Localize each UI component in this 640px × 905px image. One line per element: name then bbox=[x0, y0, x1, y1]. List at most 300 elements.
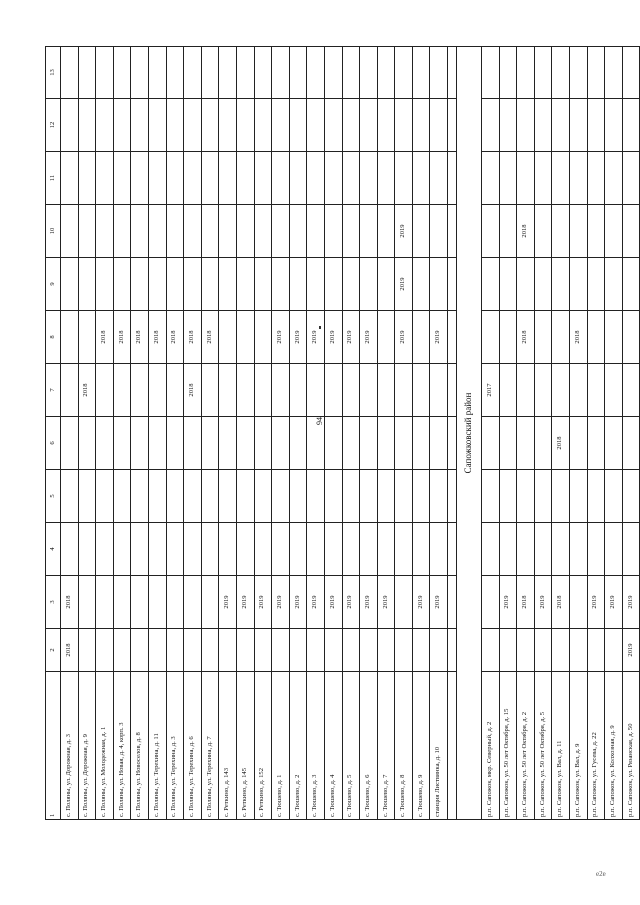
address-cell: с. Реткино, д. 145 bbox=[236, 672, 254, 820]
year-cell-col9 bbox=[289, 258, 307, 311]
year-cell-col12 bbox=[148, 99, 166, 152]
year-cell-col5 bbox=[131, 470, 149, 523]
year-cell-col7 bbox=[131, 364, 149, 417]
year-cell-col13 bbox=[552, 47, 570, 99]
address-cell: р.п. Сапожок, ул. 50 лет Октября, д. 2 bbox=[517, 672, 535, 820]
year-cell-col13 bbox=[430, 47, 448, 99]
year-cell-col3: 2019 bbox=[430, 576, 448, 629]
table-row bbox=[605, 47, 623, 820]
year-cell-col4 bbox=[184, 523, 202, 576]
year-cell-col9: 2019 bbox=[395, 258, 413, 311]
year-cell-col7 bbox=[166, 364, 184, 417]
year-cell-col2 bbox=[78, 629, 96, 672]
year-cell-col11 bbox=[61, 152, 79, 205]
year-cell-col13 bbox=[342, 47, 360, 99]
year-cell-col13 bbox=[96, 47, 114, 99]
year-cell-col12 bbox=[412, 99, 430, 152]
year-cell-col8 bbox=[552, 311, 570, 364]
year-cell-col9 bbox=[166, 258, 184, 311]
year-cell-col6 bbox=[570, 417, 588, 470]
spacer-cell bbox=[448, 99, 457, 152]
year-cell-col13 bbox=[254, 47, 272, 99]
year-cell-col4 bbox=[342, 523, 360, 576]
year-cell-col3: 2019 bbox=[342, 576, 360, 629]
year-cell-col7 bbox=[587, 364, 605, 417]
spacer-cell bbox=[448, 258, 457, 311]
year-cell-col2: 2018 bbox=[61, 629, 79, 672]
table-row bbox=[131, 47, 149, 820]
address-cell: р.п. Сапожок, ул. Вал, д. 11 bbox=[552, 672, 570, 820]
year-cell-col6: 2018 bbox=[552, 417, 570, 470]
year-cell-col7: 2018 bbox=[78, 364, 96, 417]
year-cell-col13 bbox=[517, 47, 535, 99]
year-cell-col4 bbox=[360, 523, 378, 576]
year-cell-col4 bbox=[61, 523, 79, 576]
year-cell-col9 bbox=[113, 258, 131, 311]
year-cell-col2 bbox=[430, 629, 448, 672]
year-cell-col13 bbox=[377, 47, 395, 99]
year-cell-col2 bbox=[412, 629, 430, 672]
year-cell-col4 bbox=[377, 523, 395, 576]
year-cell-col4 bbox=[430, 523, 448, 576]
year-cell-col3 bbox=[166, 576, 184, 629]
year-cell-col13 bbox=[61, 47, 79, 99]
table-body bbox=[46, 47, 640, 820]
year-cell-col8: 2018 bbox=[570, 311, 588, 364]
table-row bbox=[307, 47, 325, 820]
year-cell-col12 bbox=[430, 99, 448, 152]
year-cell-col13 bbox=[113, 47, 131, 99]
year-cell-col3: 2018 bbox=[517, 576, 535, 629]
year-cell-col6 bbox=[395, 417, 413, 470]
year-cell-col2 bbox=[499, 629, 517, 672]
year-cell-col5 bbox=[78, 470, 96, 523]
year-cell-col10 bbox=[131, 205, 149, 258]
year-cell-col10 bbox=[482, 205, 500, 258]
year-cell-col7 bbox=[324, 364, 342, 417]
year-cell-col11 bbox=[377, 152, 395, 205]
year-cell-col12 bbox=[482, 99, 500, 152]
year-cell-col3: 2019 bbox=[499, 576, 517, 629]
address-cell: с. Тюшево, д. 7 bbox=[377, 672, 395, 820]
schedule-table bbox=[45, 46, 640, 820]
year-cell-col10 bbox=[184, 205, 202, 258]
year-cell-col12 bbox=[236, 99, 254, 152]
year-cell-col3: 2019 bbox=[587, 576, 605, 629]
year-cell-col9: 9 bbox=[46, 258, 61, 311]
address-cell: р.п. Сапожок, ул. Колхозная, д. 9 bbox=[605, 672, 623, 820]
year-cell-col10 bbox=[570, 205, 588, 258]
year-cell-col6 bbox=[166, 417, 184, 470]
table-row bbox=[622, 47, 640, 820]
year-cell-col2 bbox=[534, 629, 552, 672]
year-cell-col3: 2019 bbox=[605, 576, 623, 629]
year-cell-col7 bbox=[430, 364, 448, 417]
year-cell-col2 bbox=[236, 629, 254, 672]
year-cell-col11 bbox=[605, 152, 623, 205]
year-cell-col6 bbox=[201, 417, 219, 470]
year-cell-col9 bbox=[605, 258, 623, 311]
year-cell-col6 bbox=[517, 417, 535, 470]
year-cell-col10 bbox=[360, 205, 378, 258]
year-cell-col12 bbox=[78, 99, 96, 152]
year-cell-col11 bbox=[148, 152, 166, 205]
year-cell-col12 bbox=[272, 99, 290, 152]
year-cell-col8 bbox=[499, 311, 517, 364]
year-cell-col7 bbox=[289, 364, 307, 417]
year-cell-col8: 2019 bbox=[360, 311, 378, 364]
address-cell: станция Листвянка, д. 10 bbox=[430, 672, 448, 820]
year-cell-col10 bbox=[148, 205, 166, 258]
year-cell-col2 bbox=[96, 629, 114, 672]
year-cell-col13 bbox=[78, 47, 96, 99]
year-cell-col11 bbox=[324, 152, 342, 205]
year-cell-col12 bbox=[201, 99, 219, 152]
year-cell-col8: 2019 bbox=[272, 311, 290, 364]
year-cell-col8 bbox=[236, 311, 254, 364]
year-cell-col7 bbox=[499, 364, 517, 417]
year-cell-col8 bbox=[61, 311, 79, 364]
year-cell-col9 bbox=[412, 258, 430, 311]
year-cell-col12 bbox=[360, 99, 378, 152]
region-title: Сапожковский район bbox=[457, 47, 482, 820]
year-cell-col5 bbox=[395, 470, 413, 523]
year-cell-col9 bbox=[622, 258, 640, 311]
year-cell-col3: 2019 bbox=[622, 576, 640, 629]
address-cell: с. Поляны, ул. Молодежная, д. 1 bbox=[96, 672, 114, 820]
year-cell-col10: 2019 bbox=[395, 205, 413, 258]
year-cell-col11 bbox=[342, 152, 360, 205]
year-cell-col12 bbox=[113, 99, 131, 152]
year-cell-col9 bbox=[61, 258, 79, 311]
year-cell-col3: 2019 bbox=[360, 576, 378, 629]
address-cell: с. Поляны, ул. Терехина, д. 3 bbox=[166, 672, 184, 820]
spacer-cell bbox=[448, 629, 457, 672]
year-cell-col8 bbox=[587, 311, 605, 364]
year-cell-col6 bbox=[499, 417, 517, 470]
year-cell-col3: 3 bbox=[46, 576, 61, 629]
year-cell-col8: 2018 bbox=[166, 311, 184, 364]
year-cell-col12 bbox=[499, 99, 517, 152]
year-cell-col5 bbox=[184, 470, 202, 523]
year-cell-col3: 2019 bbox=[412, 576, 430, 629]
year-cell-col6 bbox=[377, 417, 395, 470]
year-cell-col11 bbox=[254, 152, 272, 205]
year-cell-col13 bbox=[324, 47, 342, 99]
year-cell-col2 bbox=[113, 629, 131, 672]
year-cell-col11 bbox=[552, 152, 570, 205]
year-cell-col10 bbox=[324, 205, 342, 258]
year-cell-col8 bbox=[534, 311, 552, 364]
year-cell-col9 bbox=[148, 258, 166, 311]
year-cell-col7 bbox=[113, 364, 131, 417]
year-cell-col7 bbox=[377, 364, 395, 417]
year-cell-col6 bbox=[272, 417, 290, 470]
year-cell-col7 bbox=[552, 364, 570, 417]
year-cell-col6 bbox=[587, 417, 605, 470]
spacer-cell bbox=[448, 364, 457, 417]
year-cell-col10 bbox=[605, 205, 623, 258]
year-cell-col4 bbox=[236, 523, 254, 576]
year-cell-col3: 2019 bbox=[534, 576, 552, 629]
year-cell-col2 bbox=[517, 629, 535, 672]
year-cell-col4 bbox=[517, 523, 535, 576]
year-cell-col12 bbox=[184, 99, 202, 152]
year-cell-col10 bbox=[289, 205, 307, 258]
year-cell-col6 bbox=[430, 417, 448, 470]
year-cell-col12 bbox=[254, 99, 272, 152]
year-cell-col3 bbox=[148, 576, 166, 629]
year-cell-col12 bbox=[395, 99, 413, 152]
year-cell-col6 bbox=[113, 417, 131, 470]
year-cell-col2 bbox=[360, 629, 378, 672]
year-cell-col11 bbox=[412, 152, 430, 205]
year-cell-col4 bbox=[622, 523, 640, 576]
year-cell-col8 bbox=[254, 311, 272, 364]
year-cell-col7 bbox=[517, 364, 535, 417]
year-cell-col4 bbox=[307, 523, 325, 576]
address-cell: р.п. Сапожок, ул. 50 лет Октября, д. 5 bbox=[534, 672, 552, 820]
address-cell: р.п. Сапожок, мкр. Северный, д. 2 bbox=[482, 672, 500, 820]
year-cell-col5 bbox=[517, 470, 535, 523]
year-cell-col9 bbox=[517, 258, 535, 311]
year-cell-col3 bbox=[570, 576, 588, 629]
year-cell-col2 bbox=[570, 629, 588, 672]
year-cell-col5 bbox=[377, 470, 395, 523]
year-cell-col12 bbox=[622, 99, 640, 152]
year-cell-col13 bbox=[534, 47, 552, 99]
year-cell-col9 bbox=[131, 258, 149, 311]
year-cell-col10: 10 bbox=[46, 205, 61, 258]
year-cell-col6 bbox=[324, 417, 342, 470]
spacer-row bbox=[448, 47, 457, 820]
year-cell-col6 bbox=[605, 417, 623, 470]
year-cell-col8 bbox=[219, 311, 237, 364]
year-cell-col7 bbox=[570, 364, 588, 417]
table-row bbox=[377, 47, 395, 820]
year-cell-col9 bbox=[219, 258, 237, 311]
year-cell-col10 bbox=[430, 205, 448, 258]
year-cell-col4 bbox=[605, 523, 623, 576]
address-cell: с. Тюшево, д. 6 bbox=[360, 672, 378, 820]
table-row bbox=[360, 47, 378, 820]
table-row bbox=[482, 47, 500, 820]
year-cell-col6 bbox=[254, 417, 272, 470]
year-cell-col6 bbox=[148, 417, 166, 470]
year-cell-col5 bbox=[342, 470, 360, 523]
year-cell-col5 bbox=[254, 470, 272, 523]
year-cell-col6 bbox=[307, 417, 325, 470]
year-cell-col6 bbox=[342, 417, 360, 470]
year-cell-col10 bbox=[166, 205, 184, 258]
year-cell-col13 bbox=[360, 47, 378, 99]
year-cell-col11 bbox=[517, 152, 535, 205]
year-cell-col2 bbox=[587, 629, 605, 672]
spacer-cell bbox=[448, 152, 457, 205]
year-cell-col8: 2019 bbox=[342, 311, 360, 364]
year-cell-col9 bbox=[360, 258, 378, 311]
year-cell-col7 bbox=[360, 364, 378, 417]
address-cell: с. Тюшево, д. 1 bbox=[272, 672, 290, 820]
year-cell-col4 bbox=[552, 523, 570, 576]
year-cell-col7 bbox=[96, 364, 114, 417]
year-cell-col7 bbox=[307, 364, 325, 417]
year-cell-col5 bbox=[499, 470, 517, 523]
year-cell-col4 bbox=[272, 523, 290, 576]
address-cell: с. Поляны, ул. Терехина, д. 7 bbox=[201, 672, 219, 820]
year-cell-col7 bbox=[412, 364, 430, 417]
table-row bbox=[395, 47, 413, 820]
spacer-cell bbox=[448, 523, 457, 576]
year-cell-col4 bbox=[412, 523, 430, 576]
spacer-cell bbox=[448, 417, 457, 470]
year-cell-col7 bbox=[219, 364, 237, 417]
year-cell-col10 bbox=[78, 205, 96, 258]
year-cell-col10 bbox=[534, 205, 552, 258]
year-cell-col5 bbox=[360, 470, 378, 523]
year-cell-col9 bbox=[78, 258, 96, 311]
table-row bbox=[272, 47, 290, 820]
year-cell-col13 bbox=[148, 47, 166, 99]
table-row bbox=[219, 47, 237, 820]
year-cell-col7 bbox=[148, 364, 166, 417]
spacer-cell bbox=[448, 311, 457, 364]
header-row bbox=[46, 47, 61, 820]
year-cell-col4 bbox=[324, 523, 342, 576]
year-cell-col3: 2019 bbox=[324, 576, 342, 629]
year-cell-col11 bbox=[131, 152, 149, 205]
year-cell-col6 bbox=[131, 417, 149, 470]
year-cell-col7 bbox=[254, 364, 272, 417]
year-cell-col2 bbox=[377, 629, 395, 672]
address-cell: с. Тюшево, д. 8 bbox=[395, 672, 413, 820]
address-cell: р.п. Сапожок, ул. 50 лет Октября, д. 15 bbox=[499, 672, 517, 820]
footer-mark: e2e bbox=[596, 870, 606, 878]
year-cell-col12 bbox=[570, 99, 588, 152]
year-cell-col4 bbox=[113, 523, 131, 576]
spacer-cell bbox=[448, 672, 457, 820]
year-cell-col4 bbox=[96, 523, 114, 576]
year-cell-col8 bbox=[605, 311, 623, 364]
year-cell-col2 bbox=[289, 629, 307, 672]
table-row bbox=[148, 47, 166, 820]
year-cell-col12 bbox=[61, 99, 79, 152]
year-cell-col12 bbox=[96, 99, 114, 152]
year-cell-col12 bbox=[377, 99, 395, 152]
year-cell-col4 bbox=[148, 523, 166, 576]
year-cell-col9 bbox=[587, 258, 605, 311]
year-cell-col5 bbox=[219, 470, 237, 523]
table-row bbox=[534, 47, 552, 820]
year-cell-col6 bbox=[78, 417, 96, 470]
table-row bbox=[113, 47, 131, 820]
year-cell-col5 bbox=[430, 470, 448, 523]
year-cell-col7 bbox=[201, 364, 219, 417]
year-cell-col10 bbox=[254, 205, 272, 258]
table-row bbox=[552, 47, 570, 820]
year-cell-col4 bbox=[395, 523, 413, 576]
year-cell-col7 bbox=[534, 364, 552, 417]
year-cell-col11 bbox=[78, 152, 96, 205]
year-cell-col12 bbox=[605, 99, 623, 152]
table-row bbox=[96, 47, 114, 820]
year-cell-col13 bbox=[587, 47, 605, 99]
year-cell-col11 bbox=[96, 152, 114, 205]
address-cell: с. Реткино, д. 152 bbox=[254, 672, 272, 820]
year-cell-col3: 2019 bbox=[307, 576, 325, 629]
address-cell: с. Поляны, ул. Дорожная, д. 9 bbox=[78, 672, 96, 820]
year-cell-col10 bbox=[219, 205, 237, 258]
year-cell-col8: 2019 bbox=[324, 311, 342, 364]
year-cell-col11 bbox=[534, 152, 552, 205]
year-cell-col9 bbox=[499, 258, 517, 311]
table-row bbox=[342, 47, 360, 820]
year-cell-col3 bbox=[113, 576, 131, 629]
year-cell-col13 bbox=[622, 47, 640, 99]
year-cell-col5 bbox=[534, 470, 552, 523]
year-cell-col6 bbox=[622, 417, 640, 470]
year-cell-col7 bbox=[61, 364, 79, 417]
table-row bbox=[430, 47, 448, 820]
year-cell-col7: 2017 bbox=[482, 364, 500, 417]
year-cell-col13 bbox=[395, 47, 413, 99]
year-cell-col12 bbox=[307, 99, 325, 152]
year-cell-col5 bbox=[324, 470, 342, 523]
year-cell-col11 bbox=[113, 152, 131, 205]
year-cell-col12 bbox=[552, 99, 570, 152]
year-cell-col8: 2019 bbox=[395, 311, 413, 364]
year-cell-col9 bbox=[552, 258, 570, 311]
year-cell-col4 bbox=[499, 523, 517, 576]
year-cell-col3: 2019 bbox=[289, 576, 307, 629]
year-cell-col10 bbox=[499, 205, 517, 258]
year-cell-col11 bbox=[499, 152, 517, 205]
year-cell-col5 bbox=[236, 470, 254, 523]
year-cell-col2 bbox=[184, 629, 202, 672]
year-cell-col6 bbox=[412, 417, 430, 470]
table-row bbox=[570, 47, 588, 820]
year-cell-col11 bbox=[184, 152, 202, 205]
year-cell-col5: 5 bbox=[46, 470, 61, 523]
year-cell-col13 bbox=[166, 47, 184, 99]
table-row bbox=[166, 47, 184, 820]
year-cell-col2 bbox=[342, 629, 360, 672]
year-cell-col6 bbox=[360, 417, 378, 470]
year-cell-col13 bbox=[570, 47, 588, 99]
year-cell-col7 bbox=[395, 364, 413, 417]
address-cell: с. Тюшево, д. 5 bbox=[342, 672, 360, 820]
year-cell-col11 bbox=[622, 152, 640, 205]
year-cell-col8: 2019 bbox=[307, 311, 325, 364]
year-cell-col7 bbox=[622, 364, 640, 417]
year-cell-col13 bbox=[219, 47, 237, 99]
year-cell-col8 bbox=[412, 311, 430, 364]
year-cell-col7: 2018 bbox=[184, 364, 202, 417]
year-cell-col2 bbox=[395, 629, 413, 672]
year-cell-col13 bbox=[131, 47, 149, 99]
page-number: 94 bbox=[315, 417, 324, 425]
year-cell-col3 bbox=[78, 576, 96, 629]
year-cell-col3: 2019 bbox=[219, 576, 237, 629]
year-cell-col10 bbox=[307, 205, 325, 258]
year-cell-col5 bbox=[201, 470, 219, 523]
year-cell-col3 bbox=[482, 576, 500, 629]
year-cell-col10 bbox=[587, 205, 605, 258]
table-row bbox=[61, 47, 79, 820]
table-row bbox=[324, 47, 342, 820]
year-cell-col13 bbox=[499, 47, 517, 99]
rotated-table-area bbox=[45, 47, 634, 820]
